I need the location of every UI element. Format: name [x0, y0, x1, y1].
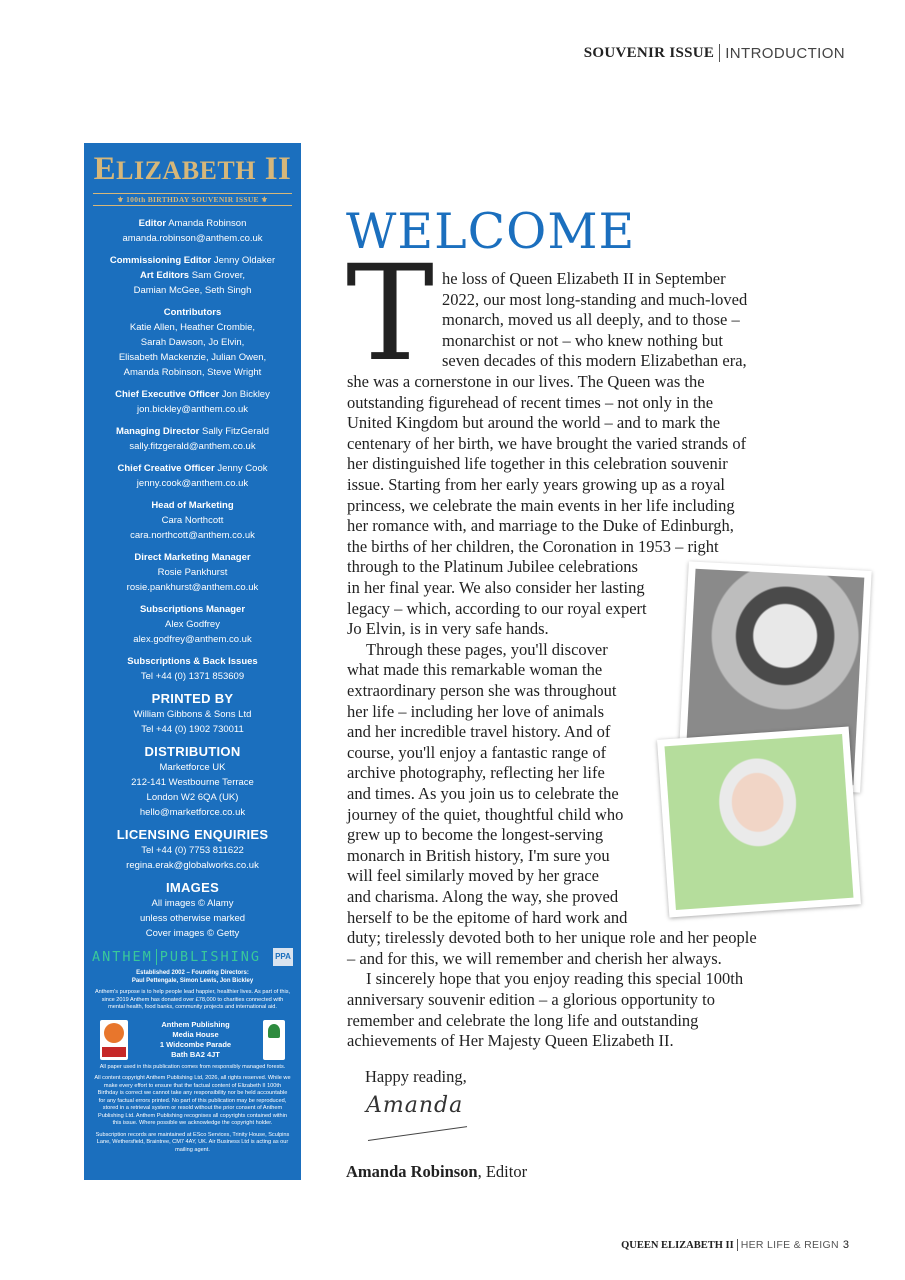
credit-heading: PRINTED BY [151, 691, 234, 706]
credit-subscriptions [84, 602, 301, 647]
credit-email: cara.northcott@anthem.co.uk [130, 530, 255, 541]
credit-commissioning [84, 253, 301, 298]
body-line: centenary of her birth, we have brought the varied strands of [347, 433, 747, 453]
closing-greeting: Happy reading, [365, 1067, 467, 1086]
editor-signature: Amanda [366, 1093, 464, 1118]
credit-name: Amanda Robinson, Steve Wright [123, 367, 262, 378]
credit-line: Cover images © Getty [145, 928, 240, 939]
body-line: and times. As you join us to celebrate the [347, 784, 619, 803]
body-line: Through these pages, you'll discover [366, 639, 608, 659]
masthead-sidebar [84, 143, 301, 1180]
logo-word-publishing: PUBLISHING [159, 949, 262, 965]
editor-signoff [346, 1162, 527, 1182]
founders-line: Paul Pettengale, Simon Lewis, Jon Bickley [131, 977, 254, 984]
address-row [100, 1020, 285, 1060]
masthead-logo [84, 143, 301, 206]
body-line: her distinguished life together in this celebration souvenir [347, 454, 728, 474]
credit-phone: Tel +44 (0) 1902 730011 [141, 724, 244, 735]
page-title: WELCOME [346, 203, 636, 260]
credit-email: sally.fitzgerald@anthem.co.uk [129, 441, 256, 452]
credit-email: jenny.cook@anthem.co.uk [136, 478, 249, 489]
credit-label: Chief Executive Officer [115, 389, 220, 400]
body-line: extraordinary person she was throughout [347, 681, 617, 700]
title-initial: E [93, 151, 117, 187]
credit-name: Amanda Robinson [168, 218, 247, 229]
staff-credits [84, 216, 301, 941]
credit-marketing [84, 498, 301, 543]
address-line: 1 Widcombe Parade [159, 1039, 232, 1049]
body-line: achievements of Her Majesty Queen Elizabeth II. [347, 1031, 674, 1051]
credit-name: Jenny Oldaker [213, 255, 276, 266]
body-line: her romance with, and marriage to the Duke of Edinburgh, [347, 516, 734, 536]
credit-label: Subscriptions & Back Issues [127, 656, 258, 667]
purpose-note: Anthem's purpose is to help people lead happier, healthier lives. As part of this, since 2019 Anthem has donated over £78,000 to charities connected with mental health, food banks, community projects and international aid. [94, 989, 291, 1010]
credit-printed [84, 691, 301, 737]
credit-line: All images © Alamy [151, 898, 234, 909]
drop-cap: T [346, 237, 435, 391]
body-line: outstanding figurehead of recent times – not only in the [347, 392, 714, 412]
body-line: legacy – which, according to our royal expert [347, 598, 647, 618]
credit-back-issues [84, 654, 301, 684]
credit-line: Marketforce UK [159, 762, 226, 773]
body-line: journey of the quiet, thoughtful child who [347, 804, 624, 824]
credit-name: Sam Grover, [191, 270, 246, 281]
credit-email: amanda.robinson@anthem.co.uk [122, 233, 263, 244]
credit-name: Damian McGee, Seth Singh [133, 285, 252, 296]
established-line: Established 2002 – Founding Directors: [136, 970, 249, 976]
title-rest: LIZABETH [116, 156, 256, 185]
credit-label: Art Editors [139, 270, 190, 281]
body-line: she was a cornerstone in our lives. The Queen was the [347, 372, 705, 391]
body-line: course, you'll enjoy a fantastic range of [347, 742, 607, 762]
photo-older-queen [657, 727, 861, 918]
page-number: 3 [842, 1239, 849, 1251]
anthem-publishing-logo [92, 949, 261, 965]
credit-email: rosie.pankhurst@anthem.co.uk [126, 582, 259, 593]
credit-label: Editor [138, 218, 167, 229]
credit-email: jon.bickley@anthem.co.uk [136, 404, 249, 415]
subscription-records-note: Subscription records are maintained at ESco Services, Trinity House, Sculpins Lane, Wethersfield, Braintree, CM7 4AY, UK. Air Business Ltd is acting as our mailing agent. [95, 1131, 290, 1153]
running-header [584, 44, 845, 62]
body-line: her life – including her love of animals [347, 701, 605, 721]
portrait-image [664, 734, 853, 910]
address-line: Bath BA2 4JT [171, 1049, 220, 1059]
body-line: duty; tirelessly devoted both to her unique role and her people [347, 928, 757, 948]
signoff-role: , Editor [477, 1162, 528, 1181]
body-line: I sincerely hope that you enjoy reading this special 100th [366, 969, 744, 989]
signature-stroke [368, 1126, 467, 1141]
logo-divider [156, 949, 157, 965]
body-line: and her incredible travel history. And of [347, 722, 611, 742]
credit-line: unless otherwise marked [139, 913, 246, 924]
footer-title: QUEEN ELIZABETH II [621, 1239, 734, 1251]
credit-distribution [84, 744, 301, 820]
credit-label: Head of Marketing [151, 500, 234, 511]
body-line: he loss of Queen Elizabeth II in September [442, 269, 726, 288]
body-line: seven decades of this modern Elizabethan era, [442, 351, 747, 371]
body-line: monarch, moved us all deeply, and to those – [442, 310, 740, 330]
body-line: 2022, our most long-standing and much-loved [442, 289, 748, 309]
credit-heading: DISTRIBUTION [144, 744, 241, 759]
credit-name: William Gibbons & Sons Ltd [133, 709, 252, 720]
credit-email: regina.erak@globalworks.co.uk [126, 860, 259, 871]
credit-heading: IMAGES [165, 880, 220, 895]
running-footer [621, 1239, 849, 1251]
credit-name: Elisabeth Mackenzie, Julian Owen, [118, 352, 267, 363]
credit-label: Subscriptions Manager [139, 604, 246, 615]
header-divider [719, 44, 720, 62]
credit-direct-marketing [84, 550, 301, 595]
credit-cco [84, 461, 301, 491]
signoff-name: Amanda Robinson [346, 1162, 478, 1181]
body-line: – and for this, we will remember and cherish her always. [347, 948, 722, 968]
body-line: remember and celebrate the long life and outstanding [347, 1010, 699, 1030]
credit-licensing [84, 827, 301, 873]
header-subsection: INTRODUCTION [725, 44, 845, 62]
body-line: monarchist or not – who knew nothing but [442, 330, 723, 350]
body-line: the births of her children, the Coronation in 1953 – right [347, 536, 719, 556]
body-line: what made this remarkable woman the [347, 660, 603, 680]
ppa-logo: PPA [273, 948, 293, 966]
body-line: in her final year. We also consider her lasting [347, 578, 645, 597]
credit-name: Jon Bickley [221, 389, 270, 400]
publisher-logo-row [92, 948, 293, 966]
founders-note [94, 970, 291, 985]
body-line: anniversary souvenir edition – a glorious opportunity to [347, 990, 715, 1009]
magazine-title [84, 151, 301, 189]
footer-subtitle: HER LIFE & REIGN [740, 1239, 839, 1251]
credit-ceo [84, 387, 301, 417]
credit-name: Sarah Dawson, Jo Elvin, [140, 337, 245, 348]
credit-line: London W2 6QA (UK) [146, 792, 239, 803]
body-line: United Kingdom but around the world – and to mark the [347, 413, 721, 433]
credit-md [84, 424, 301, 454]
copyright-note: All content copyright Anthem Publishing Ltd, 2026, all rights reserved. While we make every effort to ensure that the factual content of Elizabeth II 100th Birthday is correct we cannot take any responsibility nor be held accountable for any factual errors printed. No part of this publication may be reproduced, stored in a retrieval system or resold without the prior consent of Anthem Publishing Ltd. Anthem Publishing recognises all copyrights contained within this issue. Where possible we acknowledge the copyright holder. [94, 1075, 291, 1126]
credit-label: Chief Creative Officer [117, 463, 215, 474]
paper-note: All paper used in this publication comes from responsibly managed forests. [99, 1063, 286, 1070]
credit-name: Katie Allen, Heather Crombie, [129, 322, 256, 333]
credit-label: Contributors [163, 307, 222, 318]
body-line: archive photography, reflecting her life [347, 763, 605, 783]
body-line: issue. Starting from her early years growing up as a royal [347, 475, 726, 494]
body-line: monarch in British history, I'm sure you [347, 845, 610, 865]
pefc-badge-icon [263, 1020, 285, 1060]
issue-banner: ⚜ 100th BIRTHDAY SOUVENIR ISSUE ⚜ [93, 193, 292, 206]
credit-label: Commissioning Editor [109, 255, 212, 266]
credit-name: Rosie Pankhurst [157, 567, 228, 578]
body-line: herself to be the epitome of hard work and [347, 907, 628, 927]
credit-name: Sally FitzGerald [201, 426, 270, 437]
logo-word-anthem: ANTHEM [92, 949, 153, 965]
credit-contributors [84, 305, 301, 380]
recycle-badge-icon [100, 1020, 128, 1060]
address-line: Anthem Publishing [161, 1019, 230, 1029]
publisher-address [160, 1020, 231, 1060]
credit-email: hello@marketforce.co.uk [139, 807, 246, 818]
header-section: SOUVENIR ISSUE [583, 44, 715, 61]
credit-label: Managing Director [115, 426, 200, 437]
credit-line: 212-141 Westbourne Terrace [131, 777, 254, 788]
credit-phone: Tel +44 (0) 7753 811622 [141, 845, 244, 856]
body-line: grew up to become the longest-serving [347, 825, 604, 845]
credit-heading: LICENSING ENQUIRIES [116, 827, 269, 842]
body-line: princess, we celebrate the main events in her life including [347, 495, 735, 515]
body-line: and charisma. Along the way, she proved [347, 887, 619, 906]
credit-name: Jenny Cook [217, 463, 268, 474]
credit-phone: Tel +44 (0) 1371 853609 [140, 671, 245, 682]
body-line: will feel similarly moved by her grace [347, 866, 599, 886]
credit-editor [84, 216, 301, 246]
title-numeral: II [255, 151, 292, 187]
body-line: through to the Platinum Jubilee celebrations [347, 557, 638, 577]
credit-name: Alex Godfrey [165, 619, 220, 630]
credit-name: Cara Northcott [161, 515, 224, 526]
address-line: Media House [172, 1029, 219, 1039]
credit-label: Direct Marketing Manager [134, 552, 251, 563]
credit-email: alex.godfrey@anthem.co.uk [133, 634, 252, 645]
footer-divider [737, 1239, 738, 1251]
credit-images [84, 880, 301, 941]
body-line: Jo Elvin, is in very safe hands. [347, 619, 549, 639]
